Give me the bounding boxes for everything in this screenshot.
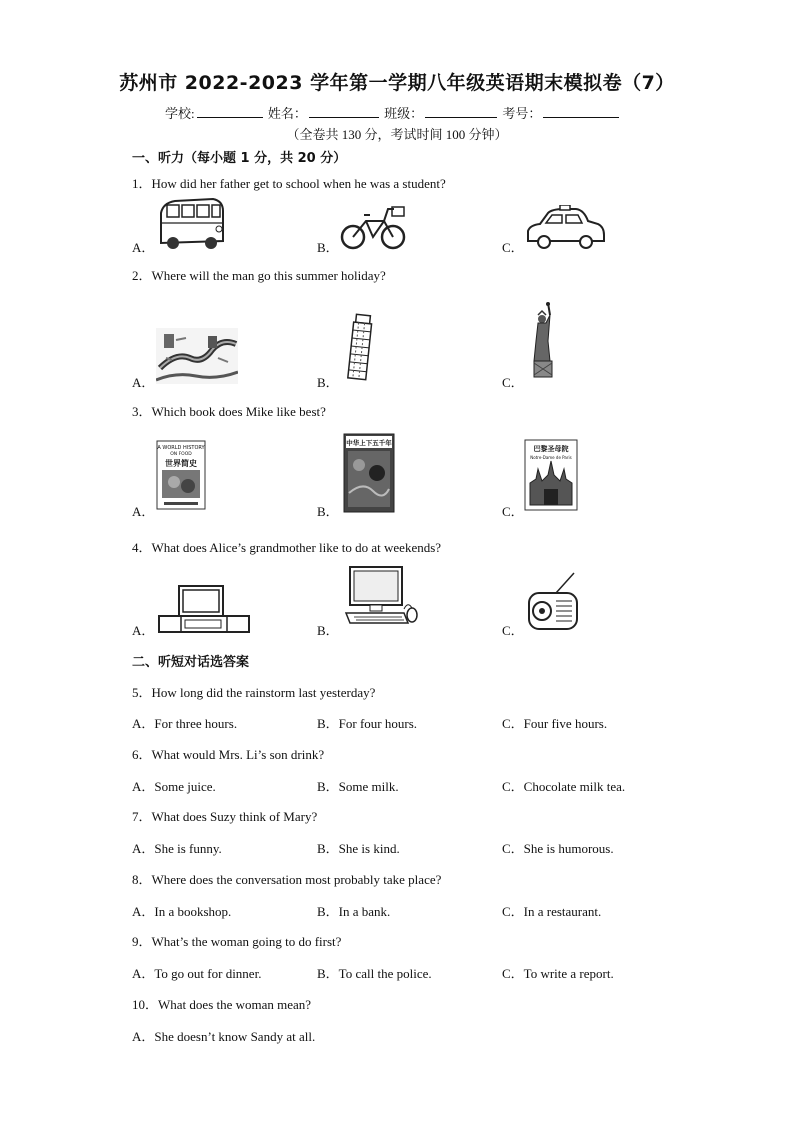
question-1 bbox=[132, 173, 446, 192]
option-letter: B． bbox=[317, 623, 339, 638]
option-letter: B． bbox=[317, 504, 339, 519]
option-letter: B． bbox=[317, 375, 339, 390]
option-a[interactable]: A．For three hours. bbox=[132, 716, 238, 731]
option-c[interactable]: C．To write a report. bbox=[502, 966, 614, 981]
book-cover-a-picture bbox=[156, 440, 206, 510]
option-letter: A． bbox=[132, 375, 155, 390]
question-number: 1． bbox=[132, 176, 152, 191]
book-c-subtitle: Notre-Dame de Paris bbox=[530, 455, 572, 460]
question-4 bbox=[132, 537, 441, 556]
option-letter: A． bbox=[132, 623, 155, 638]
option-a[interactable]: A．To go out for dinner. bbox=[132, 966, 262, 981]
option-letter: A． bbox=[132, 240, 155, 255]
question-text: How did her father get to school when he was a student? bbox=[151, 176, 446, 191]
option-letter: C． bbox=[502, 504, 524, 519]
school-label: 学校: bbox=[165, 106, 195, 121]
section-title-short-dialogues: 二、听短对话选答案 bbox=[132, 655, 250, 670]
option-letter: C． bbox=[502, 623, 524, 638]
book-a-title: A WORLD HISTORY bbox=[157, 445, 205, 451]
car-picture bbox=[524, 205, 606, 251]
question-text: What would Mrs. Li’s son drink? bbox=[151, 747, 325, 762]
great-wall-picture bbox=[156, 328, 238, 384]
class-blank[interactable] bbox=[425, 105, 497, 118]
number-blank[interactable] bbox=[543, 105, 619, 118]
leaning-tower-picture bbox=[344, 313, 378, 383]
option-a[interactable]: A．She is funny. bbox=[132, 841, 222, 856]
question-9 bbox=[132, 931, 341, 950]
book-cover-b-picture bbox=[343, 433, 395, 513]
radio-picture bbox=[526, 571, 582, 633]
option-c[interactable]: C．Chocolate milk tea. bbox=[502, 779, 626, 794]
school-blank[interactable] bbox=[197, 105, 263, 118]
section-title-listening: 一、听力（每小题 1 分，共 20 分） bbox=[132, 151, 347, 166]
option-letter: B． bbox=[317, 240, 339, 255]
book-c-title: 巴黎圣母院 bbox=[533, 445, 569, 453]
book-a-subtitle: ON FOOD bbox=[170, 452, 192, 457]
option-c[interactable]: C．She is humorous. bbox=[502, 841, 614, 856]
question-8 bbox=[132, 869, 441, 888]
name-label: 姓名： bbox=[267, 106, 307, 121]
question-number: 10． bbox=[132, 997, 159, 1012]
question-number: 4． bbox=[132, 540, 152, 555]
question-text: Which book does Mike like best? bbox=[151, 404, 326, 419]
number-label: 考号： bbox=[502, 106, 542, 121]
question-text: What does Alice’s grandmother like to do at weekends? bbox=[151, 540, 442, 555]
question-text: Where will the man go this summer holiday? bbox=[151, 268, 386, 283]
option-letter: A． bbox=[132, 504, 155, 519]
option-b[interactable]: B．In a bank. bbox=[317, 904, 391, 919]
bus-picture bbox=[155, 197, 227, 251]
option-b[interactable]: B．She is kind. bbox=[317, 841, 400, 856]
question-6 bbox=[132, 744, 324, 763]
option-a[interactable]: A．She doesn’t know Sandy at all. bbox=[132, 1029, 316, 1044]
computer-picture bbox=[344, 565, 420, 627]
student-info-line bbox=[165, 103, 621, 122]
book-cover-c-picture bbox=[524, 439, 578, 511]
question-number: 7． bbox=[132, 809, 152, 824]
option-a[interactable]: A．In a bookshop. bbox=[132, 904, 232, 919]
question-text: What does Suzy think of Mary? bbox=[151, 809, 318, 824]
television-picture bbox=[157, 582, 251, 634]
question-text: Where does the conversation most probably take place? bbox=[151, 872, 442, 887]
class-label: 班级： bbox=[384, 106, 424, 121]
question-text: What’s the woman going to do first? bbox=[151, 934, 342, 949]
question-number: 5． bbox=[132, 685, 152, 700]
name-blank[interactable] bbox=[309, 105, 379, 118]
question-10 bbox=[132, 994, 311, 1013]
question-text: What does the woman mean? bbox=[158, 997, 312, 1012]
option-c[interactable]: C．In a restaurant. bbox=[502, 904, 602, 919]
question-5 bbox=[132, 682, 375, 701]
question-number: 6． bbox=[132, 747, 152, 762]
question-text: How long did the rainstorm last yesterday? bbox=[151, 685, 376, 700]
question-2 bbox=[132, 265, 386, 284]
question-7 bbox=[132, 806, 317, 825]
exam-title: 苏州市 2022-2023 学年第一学期八年级英语期末模拟卷（7） bbox=[119, 72, 675, 94]
question-number: 8． bbox=[132, 872, 152, 887]
bicycle-picture bbox=[340, 203, 408, 251]
question-number: 2． bbox=[132, 268, 152, 283]
option-letter: C． bbox=[502, 375, 524, 390]
option-b[interactable]: B．Some milk. bbox=[317, 779, 399, 794]
question-number: 3． bbox=[132, 404, 152, 419]
statue-of-liberty-picture bbox=[528, 301, 562, 381]
option-b[interactable]: B．For four hours. bbox=[317, 716, 418, 731]
book-b-title: 中华上下五千年 bbox=[346, 439, 392, 447]
option-c[interactable]: C．Four five hours. bbox=[502, 716, 608, 731]
book-a-cn-title: 世界简史 bbox=[165, 459, 197, 468]
option-b[interactable]: B．To call the police. bbox=[317, 966, 432, 981]
question-number: 9． bbox=[132, 934, 152, 949]
option-letter: C． bbox=[502, 240, 524, 255]
question-3 bbox=[132, 401, 326, 420]
exam-note: （全卷共 130 分，考试时间 100 分钟） bbox=[286, 127, 508, 142]
option-a[interactable]: A．Some juice. bbox=[132, 779, 216, 794]
